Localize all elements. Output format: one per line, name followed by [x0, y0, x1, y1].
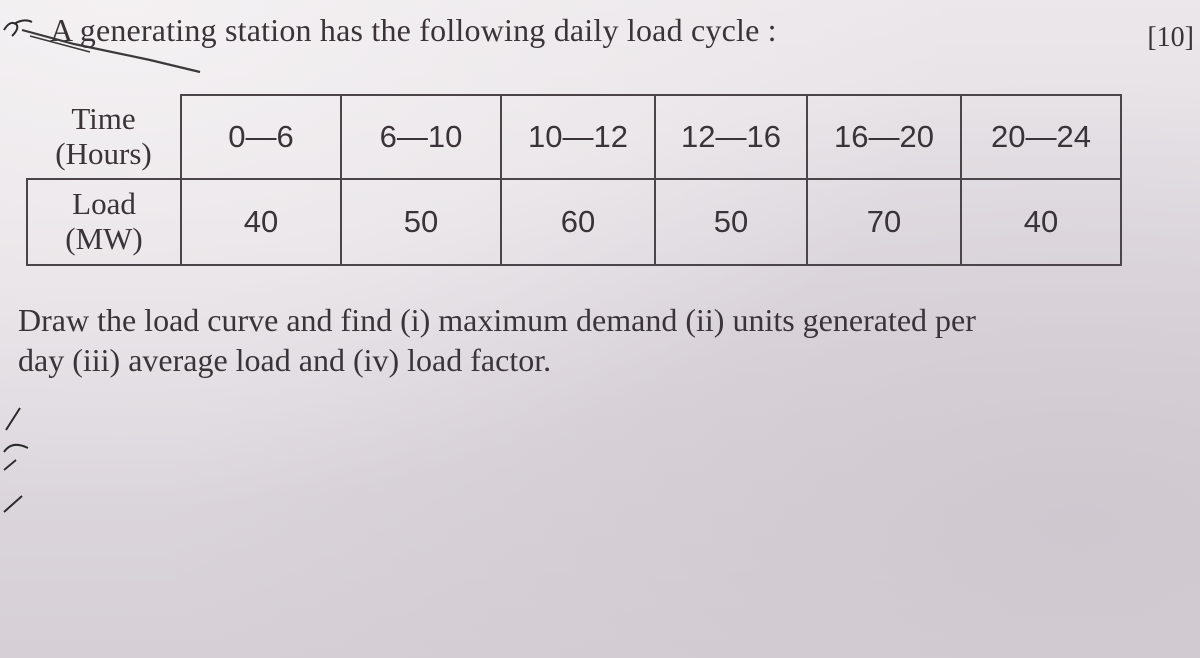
time-cell: 16—20: [807, 95, 961, 179]
time-cell: 20—24: [961, 95, 1121, 179]
instruction-line-2: day (iii) average load and (iv) load factor.: [18, 342, 552, 378]
instruction-text: [18, 300, 1138, 380]
load-cycle-table: [26, 94, 1122, 266]
time-cell: 10—12: [501, 95, 655, 179]
question-text: A generating station has the following daily load cycle :: [50, 12, 777, 48]
load-cell: 40: [961, 179, 1121, 265]
time-cell: 12—16: [655, 95, 807, 179]
marks-label: [10]: [1147, 22, 1194, 53]
margin-tick-marks: [0, 400, 60, 520]
load-header-unit: (MW): [65, 221, 143, 257]
table-row-load: [27, 179, 1121, 265]
time-header-unit: (Hours): [55, 135, 152, 171]
time-cell: 6—10: [341, 95, 501, 179]
load-cell: 60: [501, 179, 655, 265]
load-cell: 50: [341, 179, 501, 265]
time-header-label: Time: [71, 100, 136, 136]
load-cell: 50: [655, 179, 807, 265]
load-cell: 40: [181, 179, 341, 265]
load-header-label: Load: [72, 186, 136, 222]
time-cell: 0—6: [181, 95, 341, 179]
instruction-line-1: Draw the load curve and find (i) maximum demand (ii) units generated per: [18, 302, 976, 338]
time-header-cell: [27, 95, 181, 179]
load-cell: 70: [807, 179, 961, 265]
load-header-cell: [27, 179, 181, 265]
table-row-time: [27, 95, 1121, 179]
